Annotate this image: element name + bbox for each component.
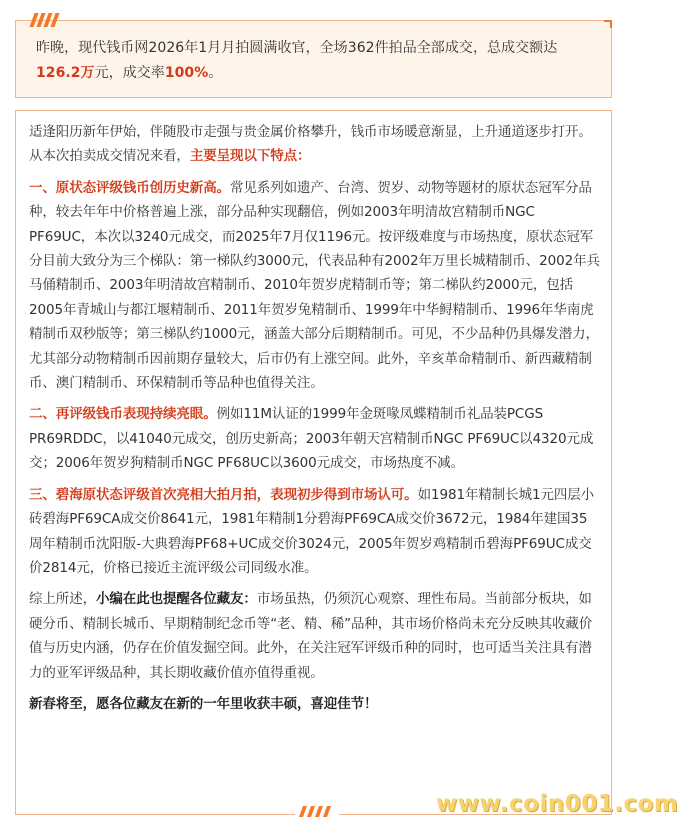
point-1-body: 常见系列如遗产、台湾、贺岁、动物等题材的原状态冠军分品种，较去年年中价格普遍上涨，部分品种实现翻倍，例如2003年明清故宫精制币NGC PF69UC，本次以3240元成交，而2025年7月仅1196元。按评级难度与市场热度，原状态冠军分目前大致分为三个梯队：第一梯队约3000元，代表品种有2002年万里长城精制币、2002年兵马俑精制币、2003年明清故宫精制币、2010年贺岁虎精制币等；第二梯队约2000元，包括2005年青城山与都江堰精制币、2011年贺岁兔精制币、1999年中华鲟精制币、1996年华南虎精制币双秒版等；第三梯队约1000元，涵盖大部分后期精制币。可见，不少品种仍具爆发潜力，尤其部分动物精制币因前期存量较大，后市仍有上涨空间。此外，辛亥革命精制币、新西藏精制币、澳门精制币、环保精制币等品种也值得关注。 [29,179,600,392]
conclusion-body: 市场虽热，仍须沉心观察、理性布局。当前部分板块，如硬分币、精制长城币、早期精制纪念币等“老、精、稀”品种，其市场价格尚未充分反映其收藏价值与历史内涵，仍存在价值发掘空间。此外，在关注冠军评级币种的同时，也可适当关注具有潜力的亚军评级品种，其长期收藏价值亦值得重视。 [29,591,593,681]
closing-paragraph [29,692,600,716]
point-3-title: 三、碧海原状态评级首次亮相大拍月拍，表现初步得到市场认可。 [29,486,418,503]
closing-text: 新春将至，愿各位藏友在新的一年里收获丰硕，喜迎佳节！ [29,695,378,712]
summary-amount: 126.2万 [36,65,95,81]
summary-mid: 元，成交率 [94,65,165,81]
intro-paragraph [29,120,600,169]
intro-text: 适逢阳历新年伊始，伴随股市走强与贵金属价格攀升，钱币市场暖意渐显，上升通道逐步打开。从本次拍卖成交情况来看， [29,124,592,165]
intro-highlight: 主要呈现以下特点： [189,148,311,165]
article-content [29,120,600,723]
point-2-body: 例如11M认证的1999年金斑喙凤蝶精制币礼品装PCGS PR69RDDC，以41040元成交，创历史新高；2003年朝天宫精制币NGC PF69UC以4320元成交；2006年贺岁狗精制币NGC PF68UC以3600元成交，市场热度不减。 [29,406,594,472]
point-1-title: 一、原状态评级钱币创历史新高。 [29,179,230,196]
article-box [15,110,612,815]
point-3-paragraph [29,483,600,581]
site-watermark: www.coin001.com [436,791,678,817]
summary-rate: 100% [164,65,209,81]
summary-text [36,36,601,86]
decorative-bars-icon [30,13,60,29]
point-2-title: 二、再评级钱币表现持续亮眼。 [29,406,217,423]
point-3-body: 如1981年精制长城1元四层小砖碧海PF69CA成交价8641元，1981年精制1分碧海PF69CA成交价3672元，1984年建国35周年精制币沈阳版-大典碧海PF68+UC成交价3024元，2005年贺岁鸡精制币碧海PF69UC成交价2814元，价格已接近主流评级公司同级水准。 [29,486,595,576]
corner-decoration [604,20,612,28]
summary-lead: 昨晚，现代钱币网2026年1月月拍圆满收官，全场362件拍品全部成交，总成交额达 [36,40,558,56]
point-1-paragraph [29,176,600,396]
conclusion-bold: 小编在此也提醒各位藏友： [96,591,257,608]
point-2-paragraph [29,402,600,475]
summary-end: 。 [208,65,223,81]
bottom-bars-icon [295,803,339,819]
conclusion-paragraph [29,587,600,685]
conclusion-prefix: 综上所述， [29,591,96,608]
summary-box [15,20,612,98]
